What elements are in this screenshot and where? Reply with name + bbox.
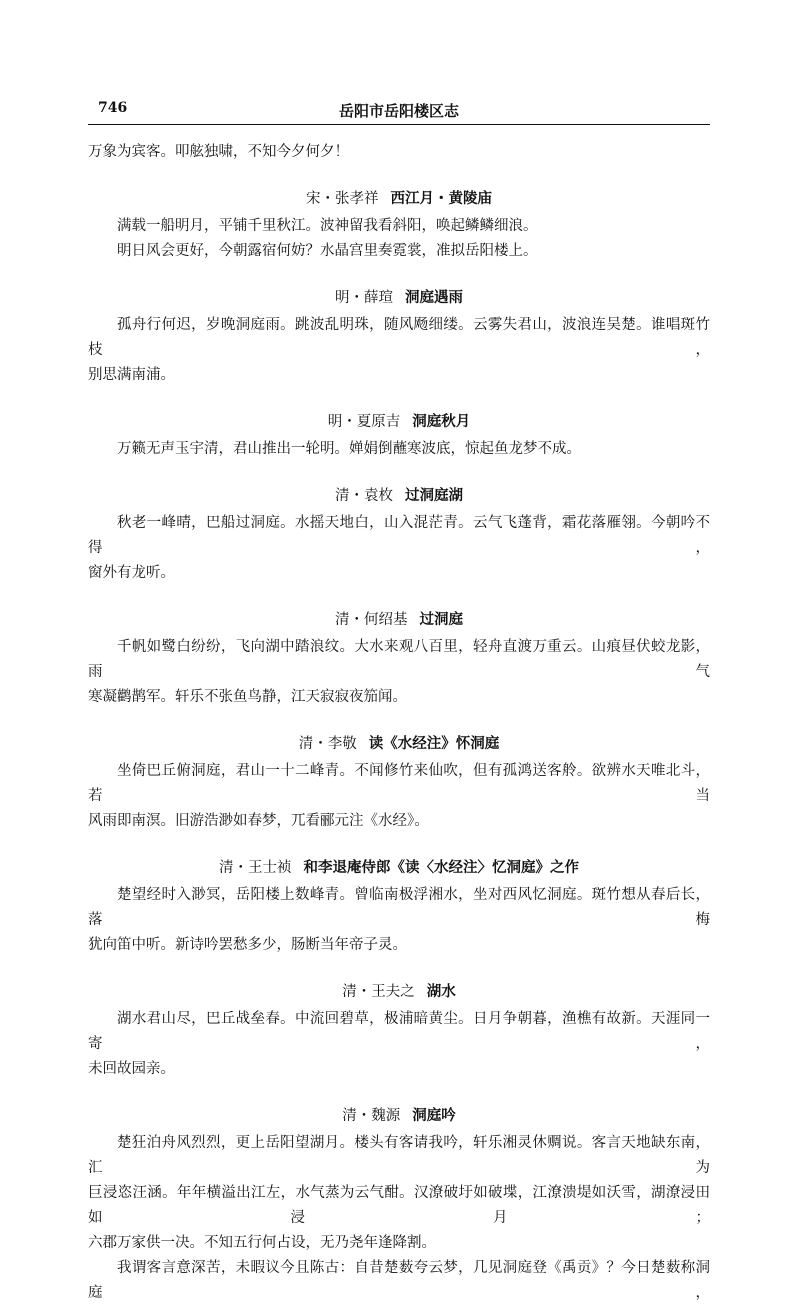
poem-line: 楚狂泊舟风烈烈，更上岳阳望湖月。楼头有客请我吟，轩乐湘灵休赒说。客言天地缺东南，汇为: [88, 1135, 710, 1176]
poem-line: 坐倚巴丘俯洞庭，君山一十二峰青。不闻修竹来仙吹，但有孤鸿送客舲。欲辨水天唯北斗，若当: [88, 763, 710, 804]
poem: [88, 410, 710, 462]
poem-line: 别思满南浦。: [88, 367, 175, 383]
poem-heading: [88, 980, 710, 1005]
poem-heading: [88, 1104, 710, 1129]
poem-heading: [88, 484, 710, 509]
poem: [88, 484, 710, 586]
page-number: 746: [98, 100, 128, 116]
poem-heading: [88, 608, 710, 633]
poem-line: 秋老一峰晴，巴船过洞庭。水摇天地白，山入混茫青。云气飞蓬背，霜花落雁翎。今朝吟不得，: [88, 515, 710, 556]
poem-title: 西江月・黄陵庙: [390, 191, 492, 207]
poem-line: 万籁无声玉宇清，君山推出一轮明。婵娟倒蘸寒波底，惊起鱼龙梦不成。: [117, 441, 581, 457]
poem-author: 宋・张孝祥: [306, 191, 379, 207]
poem-author: 清・王夫之: [342, 984, 415, 1000]
poem: [88, 1104, 710, 1306]
poem-heading: [88, 410, 710, 435]
poem-line: 未回故园亲。: [88, 1061, 175, 1077]
poem-author: 明・薛瑄: [335, 290, 393, 306]
poem-title: 过洞庭: [419, 612, 463, 628]
poem-author: 清・王士祯: [219, 860, 292, 876]
poem: [88, 286, 710, 388]
page-content: [88, 140, 710, 1306]
poem-heading: [88, 187, 710, 212]
poem-line: 明日风会更好，今朝露宿何妨？水晶宫里奏霓裳，准拟岳阳楼上。: [117, 243, 538, 259]
opening-line: 万象为宾客。叩舷独啸，不知今夕何夕！: [88, 144, 349, 160]
poem-line: 孤舟行何迟，岁晚洞庭雨。跳波乱明珠，随风飏细缕。云雾失君山，波浪连吴楚。谁唱斑竹枝，: [88, 317, 710, 358]
poem-line: 窗外有龙听。: [88, 565, 175, 581]
poem-title: 洞庭秋月: [412, 414, 471, 430]
poem: [88, 856, 710, 958]
poem-heading: [88, 856, 710, 881]
poem-line: 湖水君山尽，巴丘战垒春。中流回碧草，极浦暗黄尘。日月争朝暮，渔樵有故新。天涯同一寄，: [88, 1011, 710, 1052]
poem-author: 清・魏源: [342, 1108, 401, 1124]
poem-line: 我谓客言意深苦，未暇议今且陈古：自昔楚薮夸云梦，几见洞庭登《禹贡》？今日楚薮称洞庭，: [88, 1260, 710, 1301]
poem-line: 犹向笛中听。新诗吟罢愁多少，肠断当年帝子灵。: [88, 937, 407, 953]
poem-line: 寒凝鹳鹊军。轩乐不张鱼鸟静，江天寂寂夜笳闻。: [88, 689, 407, 705]
poem-author: 清・何绍基: [335, 612, 408, 628]
poem-author: 清・袁枚: [335, 488, 393, 504]
poem-line: 巨浸恣汪涵。年年横溢出江左，水气蒸为云气酣。汉潦破圩如破堞，江潦溃堤如沃雪，湖潦浸田如浸月；: [88, 1185, 710, 1226]
poem-author: 清・李敬: [298, 736, 357, 752]
poem-title: 过洞庭湖: [405, 488, 463, 504]
poem-line: 楚望经时入渺冥，岳阳楼上数峰青。曾临南极浮湘水，坐对西风忆洞庭。斑竹想从春后长，落梅: [88, 887, 710, 928]
poem-heading: [88, 732, 710, 757]
poem: [88, 980, 710, 1082]
poem-line: 满载一船明月，平铺千里秋江。波神留我看斜阳，唤起鳞鳞细浪。: [117, 218, 538, 234]
poem-title: 和李退庵侍郎《读〈水经注〉忆洞庭》之作: [303, 860, 579, 876]
poem-title: 洞庭遇雨: [405, 290, 463, 306]
poem: [88, 608, 710, 710]
poem-heading: [88, 286, 710, 311]
poem-title: 洞庭吟: [412, 1108, 456, 1124]
running-title: 岳阳市岳阳楼区志: [338, 102, 459, 120]
poem-line: 六郡万家供一决。不知五行何占设，无乃尧年逢降割。: [88, 1235, 436, 1251]
poem: [88, 187, 710, 264]
page-header: [88, 100, 710, 125]
poem-title: 读《水经注》怀洞庭: [368, 736, 500, 752]
poem-line: 千帆如鹭白纷纷，飞向湖中踏浪纹。大水来观八百里，轻舟直渡万重云。山痕昼伏蛟龙影，雨气: [88, 639, 710, 680]
poem-title: 湖水: [426, 984, 456, 1000]
poem: [88, 732, 710, 834]
poem-line: 风雨即南溟。旧游浩渺如春梦，兀看郦元注《水经》。: [88, 813, 429, 829]
poem-author: 明・夏原吉: [327, 414, 401, 430]
